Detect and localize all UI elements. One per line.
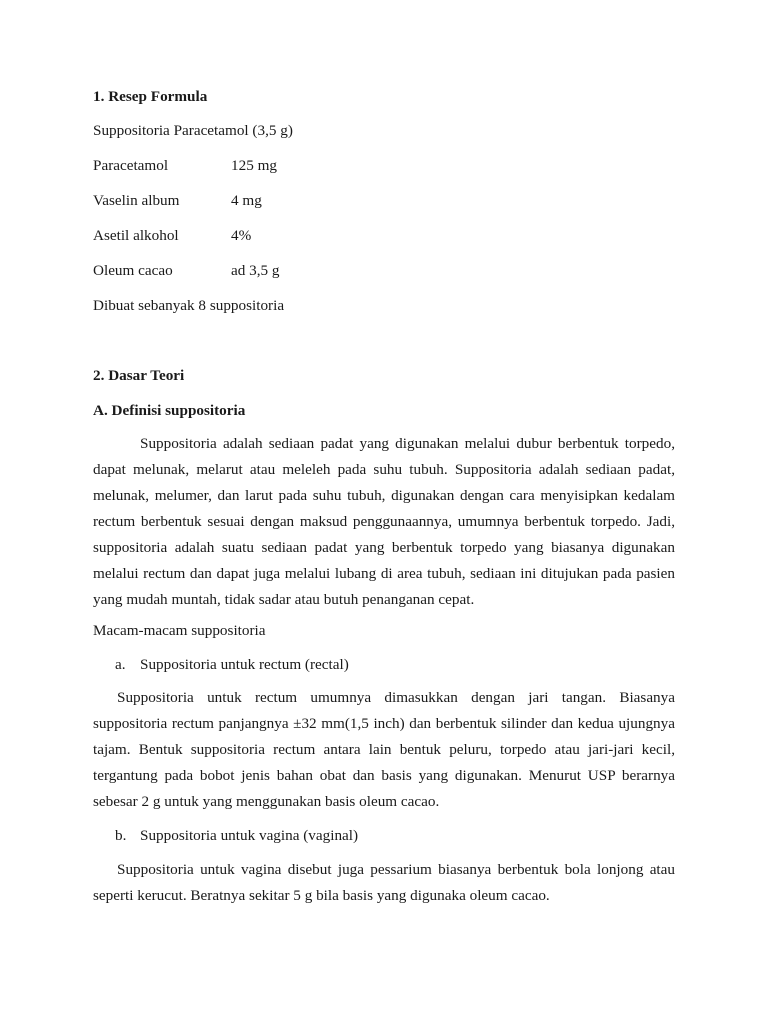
definition-subheading: A. Definisi suppositoria [93,402,246,419]
ingredient-row [93,156,277,176]
list-marker: b. [115,827,127,844]
formula-note: Dibuat sebanyak 8 suppositoria [93,297,285,314]
ingredient-name: Vaselin album [93,192,180,209]
ingredient-row [93,191,262,211]
ingredient-name: Paracetamol [93,157,169,174]
ingredient-amount: 4% [231,227,252,244]
types-label: Macam-macam suppositoria [93,622,266,639]
definition-paragraph: Suppositoria adalah sediaan padat yang digunakan melalui dubur berbentuk torpedo, dapat melunak, melarut atau meleleh pada suhu tubuh. Suppositoria adalah sediaan padat, melunak, melumer, dan larut pada suhu tubuh, digunakan dengan cara menyisipkan kedalam rectum berbentuk sesuai dengan maksud penggunaannya, umumnya berbentuk torpedo. Jadi, suppositoria adalah suatu sediaan padat yang berbentuk torpedo yang biasanya digunakan melalui rectum dan dapat juga melalui lubang di area tubuh, sediaan ini ditujukan pada pasien yang mudah muntah, tidak sadar atau butuh penanganan cepat. [93,435,675,608]
formula-subtitle: Suppositoria Paracetamol (3,5 g) [93,122,293,139]
section2-heading: 2. Dasar Teori [93,367,185,384]
ingredient-row [93,226,252,246]
ingredient-amount: 4 mg [231,192,262,209]
rectal-paragraph: Suppositoria untuk rectum umumnya dimasukkan dengan jari tangan. Biasanya suppositoria rectum panjangnya ±32 mm(1,5 inch) dan berbentuk silinder dan kedua ujungnya tajam. Bentuk suppositoria rectum antara lain bentuk peluru, torpedo atau jari-jari kecil, tergantung pada bobot jenis bahan obat dan basis yang digunakan. Menurut USP berarnya sebesar 2 g untuk yang menggunakan basis oleum cacao. [93,689,675,810]
list-item-label: Suppositoria untuk vagina (vaginal) [140,827,359,844]
ingredient-name: Oleum cacao [93,262,173,279]
list-marker: a. [115,656,126,673]
ingredient-amount: ad 3,5 g [231,262,280,279]
ingredient-amount: 125 mg [231,157,277,174]
ingredient-name: Asetil alkohol [93,227,179,244]
section1-heading: 1. Resep Formula [93,88,208,105]
list-item-label: Suppositoria untuk rectum (rectal) [140,656,349,673]
ingredient-row [93,261,280,281]
vaginal-paragraph: Suppositoria untuk vagina disebut juga pessarium biasanya berbentuk bola lonjong atau seperti kerucut. Beratnya sekitar 5 g bila basis yang digunaka oleum cacao. [93,861,675,904]
